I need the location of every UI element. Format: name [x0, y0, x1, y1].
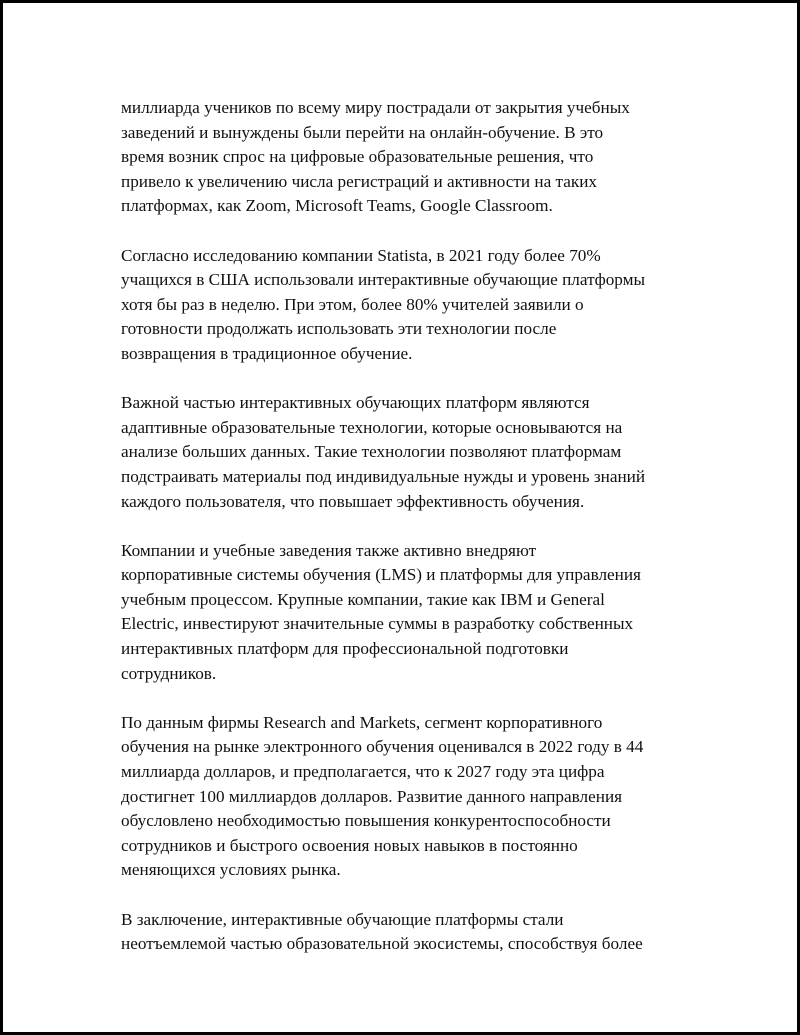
text-line: обучения на рынке электронного обучения оценивался в 2022 году в 44 — [121, 737, 644, 757]
text-line: меняющихся условиях рынка. — [121, 860, 341, 880]
document-body — [121, 96, 711, 981]
text-line: привело к увеличению числа регистраций и активности на таких — [121, 171, 598, 191]
text-line: готовности продолжать использовать эти технологии после — [121, 319, 557, 339]
paragraph — [121, 908, 711, 957]
text-line: подстраивать материалы под индивидуальные нужды и уровень знаний — [121, 466, 646, 486]
text-line: По данным фирмы Research and Markets, сегмент корпоративного — [121, 712, 603, 732]
paragraph — [121, 711, 711, 883]
paragraph — [121, 391, 711, 514]
paragraph — [121, 96, 711, 219]
text-line: хотя бы раз в неделю. При этом, более 80% учителей заявили о — [121, 294, 584, 314]
text-line: корпоративные системы обучения (LMS) и платформы для управления — [121, 565, 641, 585]
text-line: сотрудников и быстрого освоения новых навыков в постоянно — [121, 835, 578, 855]
text-line: миллиарда учеников по всему миру пострадали от закрытия учебных — [121, 98, 630, 117]
text-line: Важной частью интерактивных обучающих платформ являются — [121, 393, 590, 413]
text-line: платформах, как Zoom, Microsoft Teams, Google Classroom. — [121, 196, 553, 216]
text-line: интерактивных платформ для профессиональной подготовки — [121, 639, 569, 659]
text-line: сотрудников. — [121, 663, 217, 683]
text-line: учебным процессом. Крупные компании, такие как IBM и General — [121, 589, 605, 609]
paragraph — [121, 539, 711, 687]
text-line: неотъемлемой частью образовательной экосистемы, способствуя более — [121, 934, 643, 954]
paragraph — [121, 244, 711, 367]
text-line: учащихся в США использовали интерактивные обучающие платформы — [121, 270, 646, 290]
text-line: обусловлено необходимостью повышения конкурентоспособности — [121, 811, 611, 831]
text-line: Компании и учебные заведения также активно внедряют — [121, 540, 537, 560]
text-line: адаптивные образовательные технологии, которые основываются на — [121, 417, 623, 437]
text-line: Electric, инвестируют значительные суммы в разработку собственных — [121, 614, 634, 634]
text-line: время возник спрос на цифровые образовательные решения, что — [121, 147, 594, 167]
text-line: Согласно исследованию компании Statista, в 2021 году более 70% — [121, 245, 601, 265]
text-line: анализе больших данных. Такие технологии позволяют платформам — [121, 442, 622, 462]
text-line: В заключение, интерактивные обучающие платформы стали — [121, 909, 564, 929]
text-line: каждого пользователя, что повышает эффективность обучения. — [121, 491, 585, 511]
text-line: заведений и вынуждены были перейти на онлайн-обучение. В это — [121, 122, 604, 142]
text-line: возвращения в традиционное обучение. — [121, 343, 413, 363]
text-line: миллиарда долларов, и предполагается, что к 2027 году эта цифра — [121, 762, 605, 782]
text-line: достигнет 100 миллиардов долларов. Развитие данного направления — [121, 786, 623, 806]
